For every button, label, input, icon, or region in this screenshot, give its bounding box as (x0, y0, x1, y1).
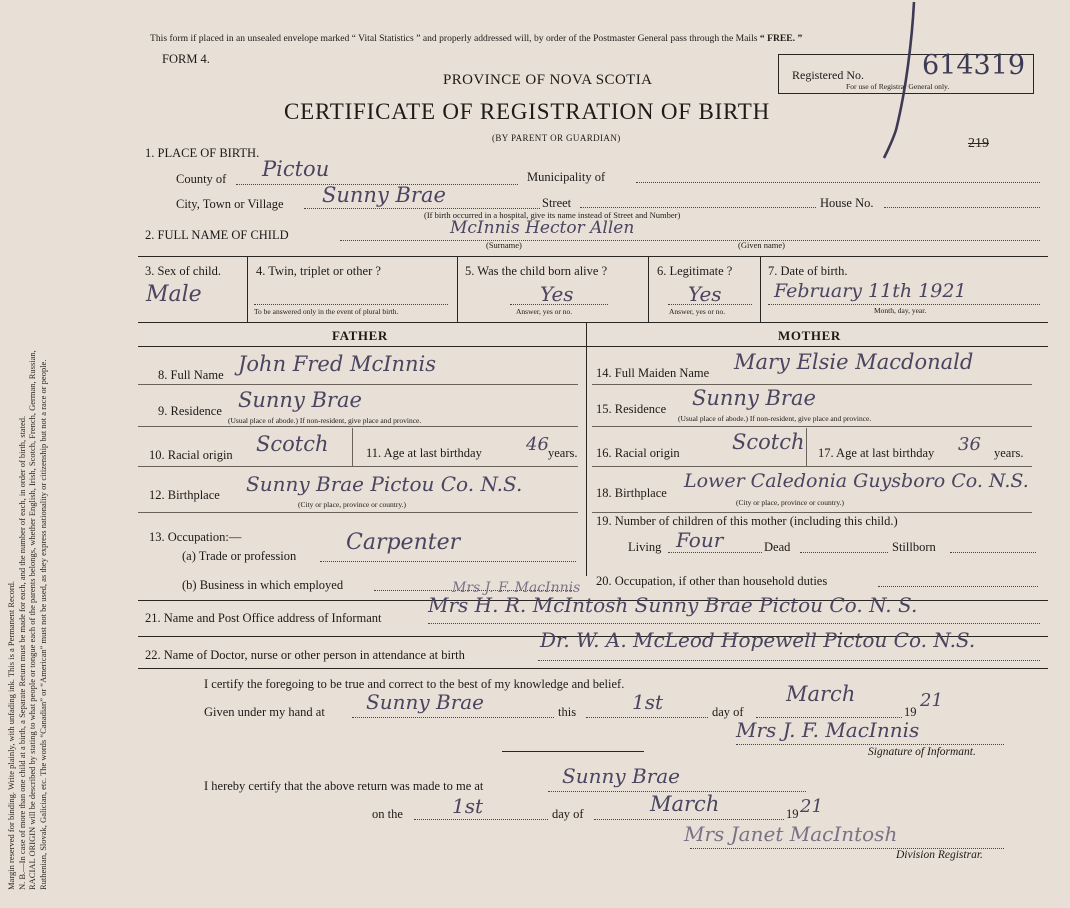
margin-note-2: N. B.—In case of more than one child at a birth, a Separate Return must be made for each, and the number of each, in order of birth, stated. (16, 415, 27, 890)
city-value: Sunny Brae (322, 183, 446, 207)
father-business-label: (b) Business in which employed (182, 578, 344, 592)
mother-racial-value: Scotch (732, 430, 805, 454)
certificate-subtitle: (BY PARENT OR GUARDIAN) (492, 133, 621, 143)
father-trade-label: (a) Trade or profession (182, 549, 297, 563)
surname-caption: (Surname) (486, 240, 522, 250)
doctor-value: Dr. W. A. McLeod Hopewell Pictou Co. N.S. (540, 628, 976, 652)
certify-statement: I certify the foregoing to be true and correct to the best of my knowledge and belief. (204, 677, 625, 691)
street-label: Street (542, 196, 572, 210)
province-heading: PROVINCE OF NOVA SCOTIA (443, 72, 653, 88)
postal-notice-text: This form if placed in an unsealed envelope marked “ Vital Statistics ” and properly addressed will, by order of the Postmaster General pass through the Mails (150, 33, 758, 44)
twin-note: To be answered only in the event of plural birth. (254, 307, 399, 316)
informant-signature-caption: Signature of Informant. (868, 746, 976, 758)
registrar-signature-caption: Division Registrar. (896, 849, 983, 861)
living-value: Four (676, 528, 724, 552)
registrar-month-value: March (650, 792, 720, 816)
municipality-label: Municipality of (527, 170, 606, 184)
mother-birthplace-value: Lower Caledonia Guysboro Co. N.S. (684, 470, 1029, 492)
alive-label: 5. Was the child born alive ? (465, 264, 608, 278)
sex-value: Male (146, 282, 202, 307)
registrar-place-value: Sunny Brae (562, 764, 681, 788)
legitimate-label: 6. Legitimate ? (657, 264, 733, 278)
corner-number: 219 (968, 136, 989, 151)
certify-year-prefix: 19 (904, 705, 917, 719)
certify-month-value: March (786, 682, 856, 706)
mother-age-value: 36 (958, 434, 981, 455)
registrar-statement: I hereby certify that the above return was made to me at (204, 779, 484, 793)
informant-label: 21. Name and Post Office address of Informant (145, 611, 382, 625)
mother-residence-note: (Usual place of abode.) If non-resident, give place and province. (678, 414, 872, 423)
pen-stroke-path (884, 2, 914, 158)
father-birthplace-note: (City or place, province or country.) (298, 500, 407, 509)
father-birthplace-value: Sunny Brae Pictou Co. N.S. (246, 472, 523, 496)
certify-day-of-label: day of (712, 705, 744, 719)
mother-birthplace-label: 18. Birthplace (596, 486, 667, 500)
registered-sub: For use of Registrar General only. (846, 82, 950, 91)
dead-label: Dead (764, 540, 791, 554)
father-racial-label: 10. Racial origin (149, 448, 233, 462)
margin-note-1: Margin reserved for binding. Write plainly, with unfading ink. This is a Permanent Record. (6, 580, 16, 890)
legitimate-value: Yes (688, 282, 722, 306)
dob-note: Month, day, year. (874, 306, 927, 315)
registrar-day-value: 1st (452, 794, 484, 818)
certificate-title: CERTIFICATE OF REGISTRATION OF BIRTH (284, 99, 771, 124)
informant-signature: Mrs J. F. MacInnis (736, 718, 920, 742)
alive-note: Answer, yes or no. (516, 307, 573, 316)
mother-children-label: 19. Number of children of this mother (including this child.) (596, 514, 898, 528)
child-name-value: McInnis Hector Allen (450, 218, 635, 238)
certify-day-value: 1st (632, 690, 664, 714)
mother-heading: MOTHER (778, 328, 841, 343)
father-name-value: John Fred McInnis (238, 352, 437, 376)
father-name-label: 8. Full Name (158, 368, 224, 382)
stillborn-label: Stillborn (892, 540, 936, 554)
registrar-day-of-label: day of (552, 807, 584, 821)
father-birthplace-label: 12. Birthplace (149, 488, 220, 502)
form-number: FORM 4. (162, 52, 210, 66)
father-occupation-label: 13. Occupation:— (149, 530, 242, 544)
mother-birthplace-note: (City or place, province or country.) (736, 498, 845, 507)
this-label: this (558, 705, 577, 719)
given-name-caption: (Given name) (738, 240, 785, 250)
father-heading: FATHER (332, 328, 388, 343)
place-of-birth-label: 1. PLACE OF BIRTH. (145, 146, 260, 160)
house-no-label: House No. (820, 196, 874, 210)
father-trade-value: Carpenter (346, 530, 461, 555)
informant-value: Mrs H. R. McIntosh Sunny Brae Pictou Co. N. S. (428, 593, 918, 617)
registered-label: Registered No. (792, 68, 864, 82)
twin-label: 4. Twin, triplet or other ? (256, 264, 381, 278)
city-label: City, Town or Village (176, 197, 284, 211)
father-age-label: 11. Age at last birthday (366, 446, 482, 460)
mother-age-label: 17. Age at last birthday (818, 446, 935, 460)
child-name-label: 2. FULL NAME OF CHILD (145, 228, 289, 242)
registrar-signature: Mrs Janet MacIntosh (684, 822, 898, 846)
informant-above-value: Mrs J. F. MacInnis (452, 580, 581, 596)
certify-year-value: 21 (920, 690, 943, 711)
hospital-note: (If birth occurred in a hospital, give its name instead of Street and Number) (424, 210, 681, 220)
mother-racial-label: 16. Racial origin (596, 446, 680, 460)
county-label: County of (176, 172, 227, 186)
father-racial-value: Scotch (256, 432, 329, 456)
alive-value: Yes (540, 282, 574, 306)
father-years-label: years. (548, 446, 578, 460)
dob-label: 7. Date of birth. (768, 264, 848, 278)
mother-name-value: Mary Elsie Macdonald (734, 350, 974, 374)
dob-value: February 11th 1921 (774, 280, 967, 302)
registered-number: 614319 (922, 50, 1026, 81)
legitimate-note: Answer, yes or no. (669, 307, 726, 316)
margin-note-3: RACIAL ORIGIN will be described by stating to what people or tongue each of the parents belongs, whether English, Irish, Scotch, French, German, Russian, (27, 350, 38, 890)
mother-residence-label: 15. Residence (596, 402, 667, 416)
registrar-year-prefix: 19 (786, 807, 799, 821)
father-residence-label: 9. Residence (158, 404, 222, 418)
mother-years-label: years. (994, 446, 1024, 460)
county-value: Pictou (262, 157, 330, 181)
given-place-value: Sunny Brae (366, 690, 485, 714)
registrar-on-label: on the (372, 807, 403, 821)
father-residence-note: (Usual place of abode.) If non-resident, give place and province. (228, 416, 422, 425)
mother-residence-value: Sunny Brae (692, 386, 816, 410)
father-residence-value: Sunny Brae (238, 388, 362, 412)
mother-occupation-label: 20. Occupation, if other than household duties (596, 574, 828, 588)
given-under-label: Given under my hand at (204, 705, 325, 719)
margin-note-4: Ruthenian, Slovak, Galician, etc. The words “Canadian” or “American” must not be used, as they express nationality or citizenship but not a race or people. (37, 359, 48, 890)
father-age-value: 46 (526, 434, 549, 455)
doctor-label: 22. Name of Doctor, nurse or other person in attendance at birth (145, 648, 465, 662)
mother-name-label: 14. Full Maiden Name (596, 366, 710, 380)
registrar-year-value: 21 (800, 796, 823, 817)
sex-label: 3. Sex of child. (145, 264, 222, 278)
postal-notice-free: “ FREE. ” (759, 33, 803, 44)
living-label: Living (628, 540, 662, 554)
